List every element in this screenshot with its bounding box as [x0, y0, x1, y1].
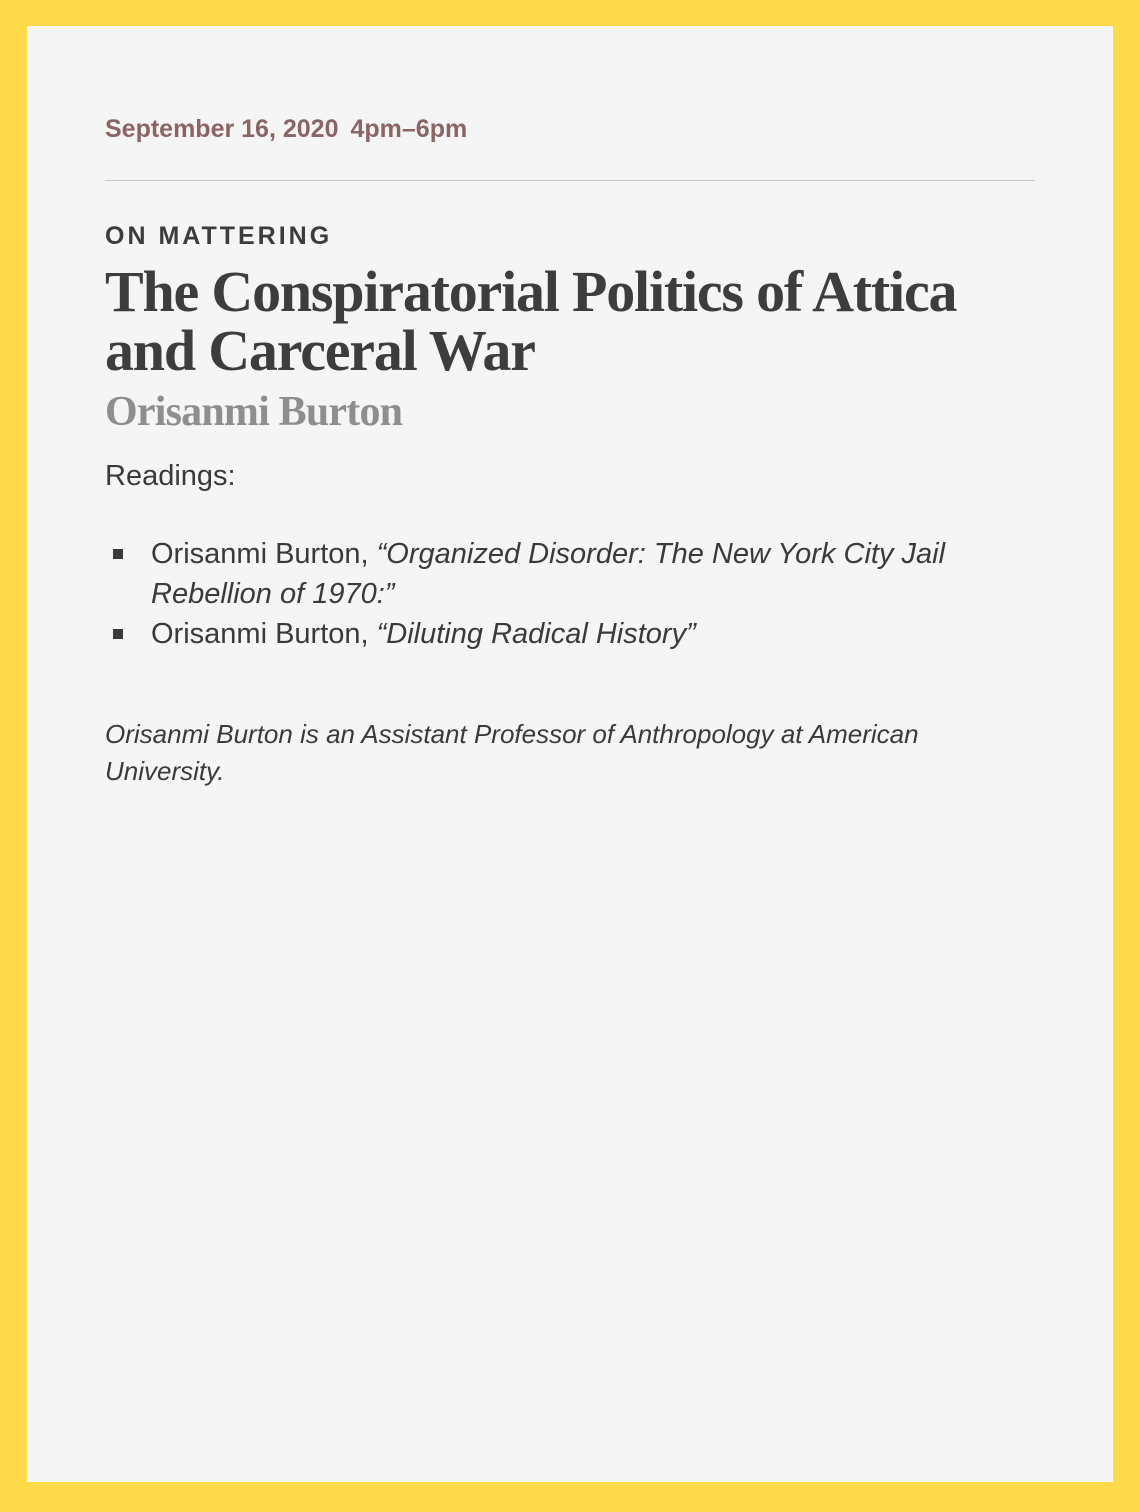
event-date: September 16, 2020: [105, 115, 339, 143]
readings-list: [105, 534, 1035, 654]
reading-author: Orisanmi Burton,: [151, 618, 377, 650]
reading-title[interactable]: “Diluting Radical History”: [376, 618, 696, 650]
reading-item: [105, 534, 1035, 614]
event-time: 4pm–6pm: [350, 115, 468, 143]
event-card: [27, 26, 1113, 1482]
square-bullet-icon: [113, 629, 123, 639]
readings-heading: Readings:: [105, 460, 236, 492]
speaker-bio: Orisanmi Burton is an Assistant Professor of Anthropology at American University.: [105, 719, 919, 786]
series-label: ON MATTERING: [105, 222, 333, 250]
reading-item: [105, 614, 1035, 654]
square-bullet-icon: [113, 549, 123, 559]
event-datetime: [105, 115, 467, 144]
speaker-name: Orisanmi Burton: [105, 389, 403, 435]
reading-author: Orisanmi Burton,: [151, 538, 377, 570]
divider: [105, 180, 1035, 181]
event-title: The Conspiratorial Politics of Attica and Carceral War: [105, 259, 957, 383]
reading-title[interactable]: “Organized Disorder: The New York City Jail Rebellion of 1970:”: [151, 538, 946, 610]
